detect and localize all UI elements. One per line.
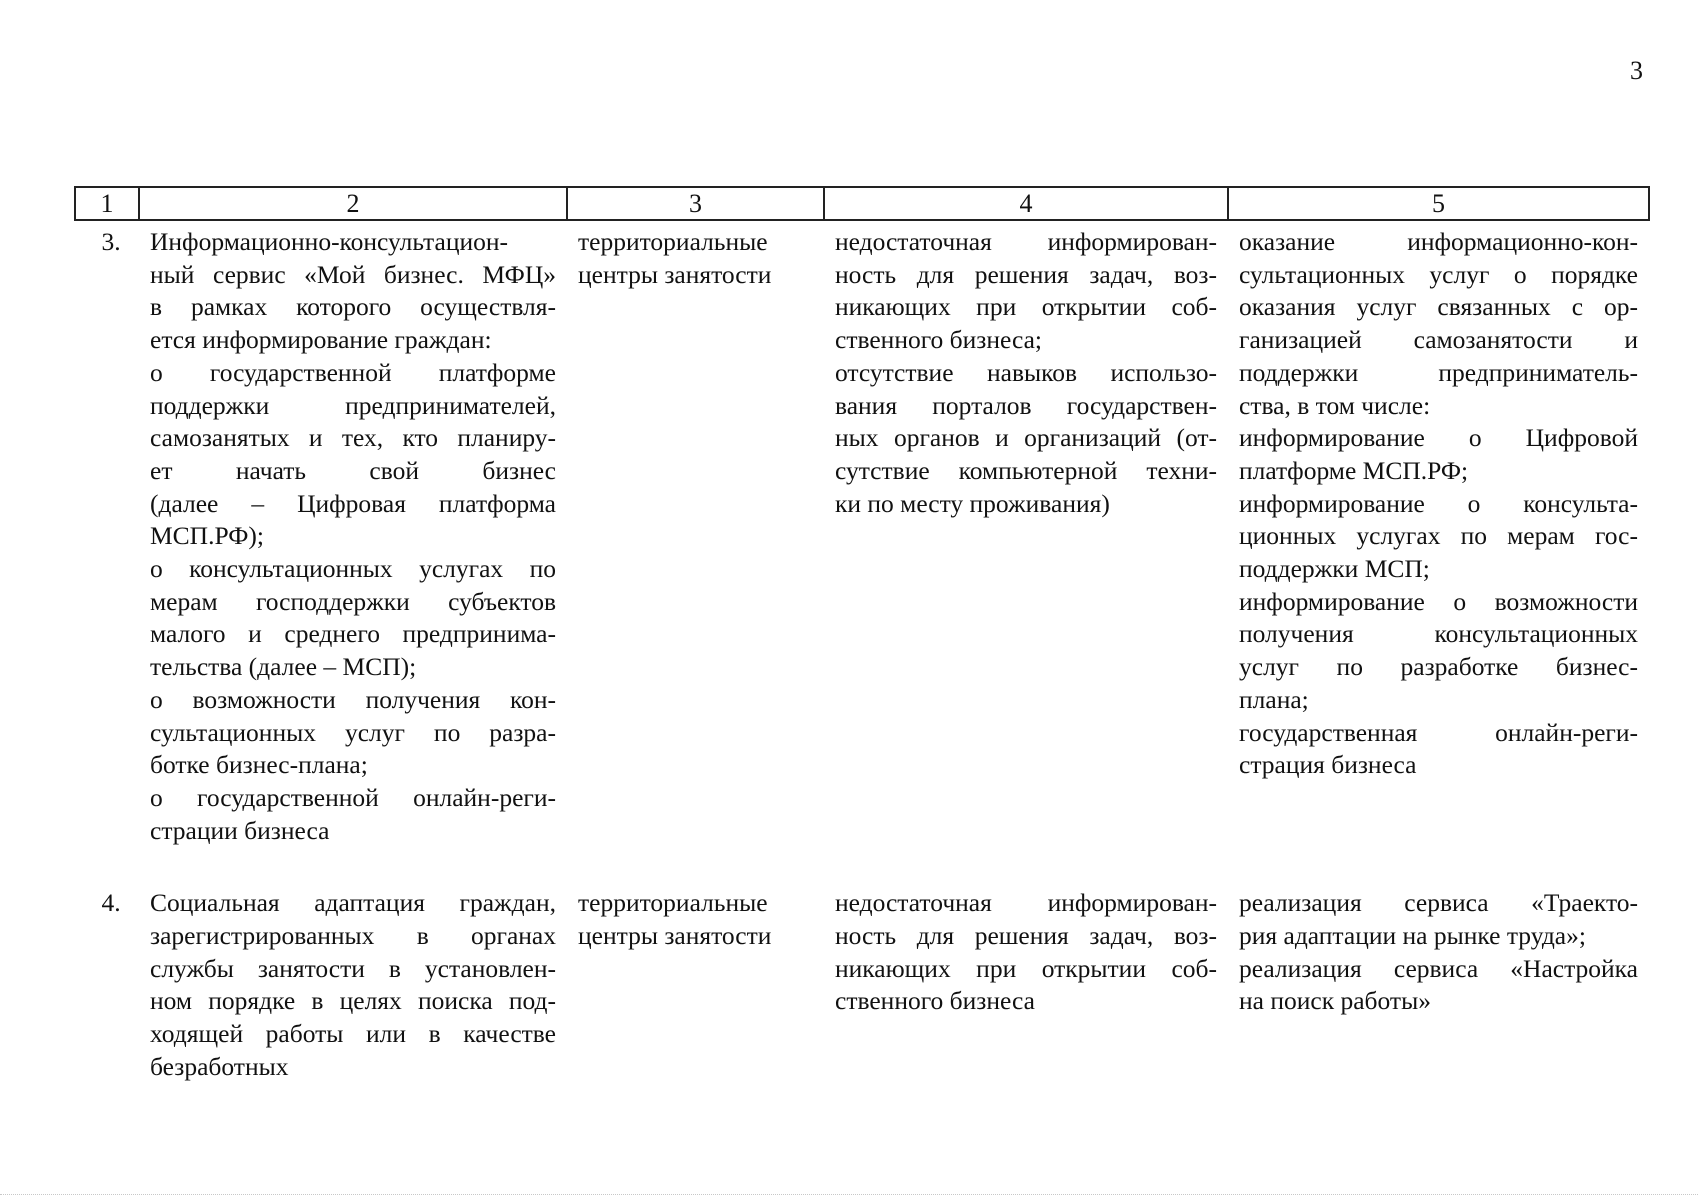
cell-text-line: на поиск работы» — [1239, 986, 1431, 1016]
measure-description-cell — [139, 220, 567, 882]
cell-text-line: вания порталов государствен- — [835, 390, 1217, 420]
cell-text-line: МСП.РФ); — [150, 521, 264, 551]
cell-text-line: получения консультационных — [1239, 619, 1638, 649]
cell-text-line: оказания услуг связанных с ор- — [1239, 292, 1638, 322]
cell-text-line: ном порядке в целях поиска под- — [150, 986, 556, 1016]
cell-text-line: поддержки предприниматель- — [1239, 357, 1638, 387]
problem-cell — [824, 882, 1228, 1083]
table-row — [75, 220, 1649, 882]
cell-text-line: в рамках которого осуществля- — [150, 292, 556, 322]
cell-text-line: страции бизнеса — [150, 815, 330, 845]
cell-text-line: платформе МСП.РФ; — [1239, 455, 1469, 485]
cell-text-line: сультационных услуг по разра- — [150, 717, 556, 747]
cell-text-line: мерам господдержки субъектов — [150, 586, 556, 616]
cell-text-line: о возможности получения кон- — [150, 684, 556, 714]
row-number: 3. — [101, 227, 121, 256]
cell-text-line: страция бизнеса — [1239, 750, 1417, 780]
cell-text-line: территориальные — [578, 888, 768, 918]
cell-text-line: услуг по разработке бизнес- — [1239, 652, 1638, 682]
cell-text-line: Социальная адаптация граждан, — [150, 888, 556, 918]
cell-text-line: (далее – Цифровая платформа — [150, 488, 556, 518]
column-header-3: 3 — [567, 187, 824, 220]
cell-text-line: безработных — [150, 1051, 289, 1081]
cell-text-line: реализация сервиса «Настройка — [1239, 953, 1638, 983]
cell-text-line: ства, в том числе: — [1239, 390, 1431, 420]
column-header-1: 1 — [75, 187, 139, 220]
cell-text-line: самозанятых и тех, кто планиру- — [150, 423, 556, 453]
cell-text-line: государственная онлайн-реги- — [1239, 717, 1638, 747]
cell-text-line: о государственной платформе — [150, 357, 556, 387]
cell-text-line: ки по месту проживания) — [835, 488, 1110, 518]
cell-text-line: ность для решения задач, воз- — [835, 921, 1217, 951]
cell-text-line: информирование о Цифровой — [1239, 423, 1638, 453]
cell-text-line: рия адаптации на рынке труда»; — [1239, 921, 1586, 951]
cell-text-line: ганизацией самозанятости и — [1239, 325, 1638, 355]
column-header-2: 2 — [139, 187, 567, 220]
cell-text-line: поддержки МСП; — [1239, 554, 1430, 584]
executor-cell — [567, 220, 824, 882]
cell-text-line: центры занятости — [578, 921, 772, 951]
executor-cell — [567, 882, 824, 1083]
column-header-4: 4 — [824, 187, 1228, 220]
scan-edge — [0, 1194, 1698, 1195]
cell-text-line: недостаточная информирован- — [835, 227, 1217, 256]
problem-cell — [824, 220, 1228, 882]
cell-text-line: центры занятости — [578, 259, 772, 289]
cell-text-line: малого и среднего предпринима- — [150, 619, 556, 649]
cell-text-line: информирование о консульта- — [1239, 488, 1638, 518]
table-row — [75, 882, 1649, 1083]
cell-text-line: ных органов и организаций (от- — [835, 423, 1217, 453]
cell-text-line: поддержки предпринимателей, — [150, 390, 556, 420]
cell-text-line: реализация сервиса «Траекто- — [1239, 888, 1638, 918]
cell-text-line: ходящей работы или в качестве — [150, 1019, 556, 1049]
cell-text-line: информирование о возможности — [1239, 586, 1638, 616]
cell-text-line: тельства (далее – МСП); — [150, 652, 417, 682]
cell-text-line: оказание информационно-кон- — [1239, 227, 1638, 256]
cell-text-line: ется информирование граждан: — [150, 325, 492, 355]
table-header-row — [75, 187, 1649, 220]
page-number: 3 — [1630, 56, 1643, 85]
cell-text-line: сультационных услуг о порядке — [1239, 259, 1638, 289]
cell-text-line: ный сервис «Мой бизнес. МФЦ» — [150, 259, 556, 289]
cell-text-line: ственного бизнеса — [835, 986, 1035, 1016]
solution-cell — [1228, 220, 1649, 882]
cell-text-line: недостаточная информирован- — [835, 888, 1217, 918]
cell-text-line: зарегистрированных в органах — [150, 921, 556, 951]
column-header-5: 5 — [1228, 187, 1649, 220]
cell-text-line: плана; — [1239, 684, 1309, 714]
cell-text-line: ственного бизнеса; — [835, 325, 1042, 355]
cell-text-line: ет начать свой бизнес — [150, 455, 556, 485]
cell-text-line: ность для решения задач, воз- — [835, 259, 1217, 289]
cell-text-line: территориальные — [578, 227, 768, 256]
cell-text-line: отсутствие навыков использо- — [835, 357, 1217, 387]
cell-text-line: Информационно-консультацион- — [150, 227, 508, 256]
cell-text-line: о консультационных услугах по — [150, 554, 556, 584]
row-number: 4. — [101, 888, 121, 918]
cell-text-line: о государственной онлайн-реги- — [150, 782, 556, 812]
cell-text-line: службы занятости в установлен- — [150, 953, 556, 983]
cell-text-line: сутствие компьютерной техни- — [835, 455, 1217, 485]
cell-text-line: ционных услугах по мерам гос- — [1239, 521, 1638, 551]
solution-cell — [1228, 882, 1649, 1083]
measures-table — [74, 186, 1650, 1084]
cell-text-line: никающих при открытии соб- — [835, 953, 1217, 983]
measure-description-cell — [139, 882, 567, 1083]
cell-text-line: ботке бизнес-плана; — [150, 750, 368, 780]
cell-text-line: никающих при открытии соб- — [835, 292, 1217, 322]
